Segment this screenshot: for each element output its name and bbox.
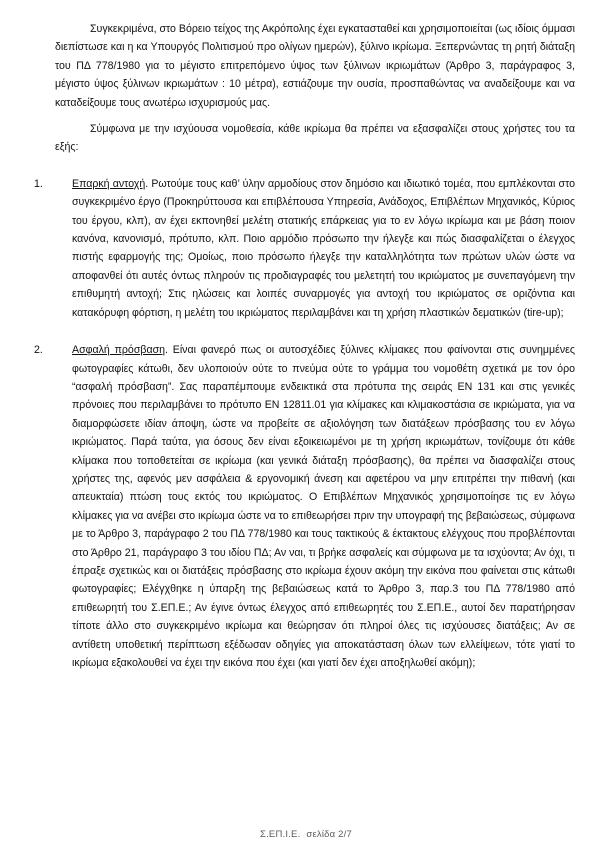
list-item-heading: Επαρκή αντοχή [72, 177, 146, 190]
intro-paragraph-requirements: Σύμφωνα με την ισχύουσα νομοθεσία, κάθε ικρίωμα θα πρέπει να εξασφαλίζει στους χρήστες του τα εξής: [55, 123, 575, 154]
list-item-number: 2. [34, 344, 43, 357]
list-item [34, 341, 575, 672]
page-footer [0, 829, 612, 840]
list-item-text: . Είναι φανερό πως οι αυτοσχέδιες ξύλινες κλίμακες που φαίνονται στις συνημμένες φωτογραφίες κάτωθι, δεν υλοποιούν ούτε το πνεύμα ούτε το γράμμα του νομοθέτη σχετικά με τον όρο “ασφαλή πρόσβαση”. Σας παραπέμπουμε ενδεικτικά στα πρότυπα της σειράς ΕΝ 131 και στις γενικές πρόνοιες που περιλαμβάνει το πρότυπο ΕΝ 12811.01 για κλίμακες και κλιμακοστάσια σε ικριώματα, για να διαμορφώσετε ιδίαν άποψη, ώστε να προβείτε σε αξιολόγηση των διατάξεων πρόσβασης του εν λόγω ικριώματος. Παρά ταύτα, για όσους δεν είναι εξοικειωμένοι με τη χρήση ικριωμάτων, τονίζουμε ότι κάθε κλίμακα που τοποθετείται σε ικρίωμα (και γενικά διάταξη πρόσβασης), θα πρέπει να διασφαλίζει στους χρήστες της, αφενός μεν ασφάλεια & εργονομική άνεση και αφετέρου να μην επιτρέπει την πιθανή (και απευκταία) πτώση τους εκτός του ικριώματος. Ο Επιβλέπων Μηχανικός χρησιμοποίησε τις εν λόγω κλίμακες για να ανέβει στο ικρίωμα ώστε να το επιθεωρήσει πριν την υπογραφή της βεβαιώσεως, σύμφωνα με το Άρθρο 3, παράγραφο 2 του ΠΔ 778/1980 και τους τακτικούς & έκτακτους ελέγχους που προβλέπονται στο Άρθρο 21, παράγραφο 3 του ιδίου ΠΔ; Αν ναι, τι βρήκε ασφαλείς και σύμφωνα με τα ισχύοντα; Αν όχι, τι έπραξε σχετικώς και οι διατάξεις πρόσβασης στο ικρίωμα έχουν ακόμη την εικόνα που φαίνεται στις κάτωθι φωτογραφίες; Ελέγχθηκε η ύπαρξη της βεβαιώσεως κατά το Άρθρο 3, παρ.3 του ΠΔ 778/1980 από επιθεωρητή του Σ.ΕΠ.Ε.; Αν έγινε όντως έλεγχος από επιθεωρητές του Σ.ΕΠ.Ε., αυτοί δεν παρατήρησαν τίποτε άλλο στο συγκεκριμένο ικρίωμα και θεώρησαν ότι πληροί όλες τις ισχύουσες διατάξεις; Αν σε αντίθετη υποθετική περίπτωση εξέδωσαν οδηγίες για αποκατάσταση όλων των ελλείψεων, τότε γιατί το ικρίωμα εξακολουθεί να έχει την εικόνα που έχει (και γιατί δεν έχει αποξηλωθεί ακόμη); [72, 344, 575, 669]
list-item-number: 1. [34, 177, 43, 190]
list-item [34, 175, 575, 322]
document-body [34, 20, 575, 672]
requirements-list [34, 175, 575, 673]
footer-organization: Σ.ΕΠ.Ι.Ε. [260, 829, 301, 840]
footer-page-number: σελίδα 2/7 [306, 829, 352, 840]
list-item-heading: Ασφαλή πρόσβαση [72, 344, 166, 357]
list-item-text: . Ρωτούμε τους καθ’ ύλην αρμοδίους στον δημόσιο και ιδιωτικό τομέα, που εμπλέκονται στο συγκεκριμένο έργο (Προκηρύττουσα και επιβλέπουσα Υπηρεσία, Ανάδοχος, Επιβλέπων Μηχανικός, Κύριος του έργου, κλπ), αν έχει εκπονηθεί μελέτη στατικής επάρκειας για το εν λόγω ικρίωμα και με βάση ποιον κανόνα, κανονισμό, πρότυπο, κλπ. Ποιο αρμόδιο πρόσωπο την ήλεγξε και πώς διασφαλίζεται ο έλεγχος πιστής εφαρμογής της; Ομοίως, ποιο πρόσωπο ήλεγξε την καταλληλότητα των πρώτων υλών ώστε να αποφανθεί ότι αυτές όντως πληρούν τις προδιαγραφές του μελετητή του ικριώματος με συνεπαγόμενη την επιθυμητή αντοχή; Στις ηλώσεις και λοιπές συναρμογές για αντοχή του ικριώματος σε οριζόντια και κατακόρυφη φόρτιση, η μελέτη του ικριώματος περιλαμβάνει και τη χρήση πλαστικών δεματικών (tire-up); [72, 177, 575, 319]
intro-paragraph: Συγκεκριμένα, στο Βόρειο τείχος της Ακρόπολης έχει εγκατασταθεί και χρησιμοποιείται (ως ιδίοις όμμασι διεπίστωσε και η κα Υπουργός Πολιτισμού προ ολίγων ημερών), ξύλινο ικρίωμα. Ξεπερνώντας τη ρητή διάταξη του ΠΔ 778/1980 για το μέγιστο επιτρεπόμενο ύψος των ξύλινων ικριωμάτων (Άρθρο 3, παράγραφος 3, μέγιστο ύψος ξύλινων ικριωμάτων : 10 μέτρα), εστιάζουμε την ουσία, προσπαθώντας να αναδείξουμε και να καταδείξουμε τους ανωτέρω ισχυρισμούς μας. [55, 23, 575, 109]
